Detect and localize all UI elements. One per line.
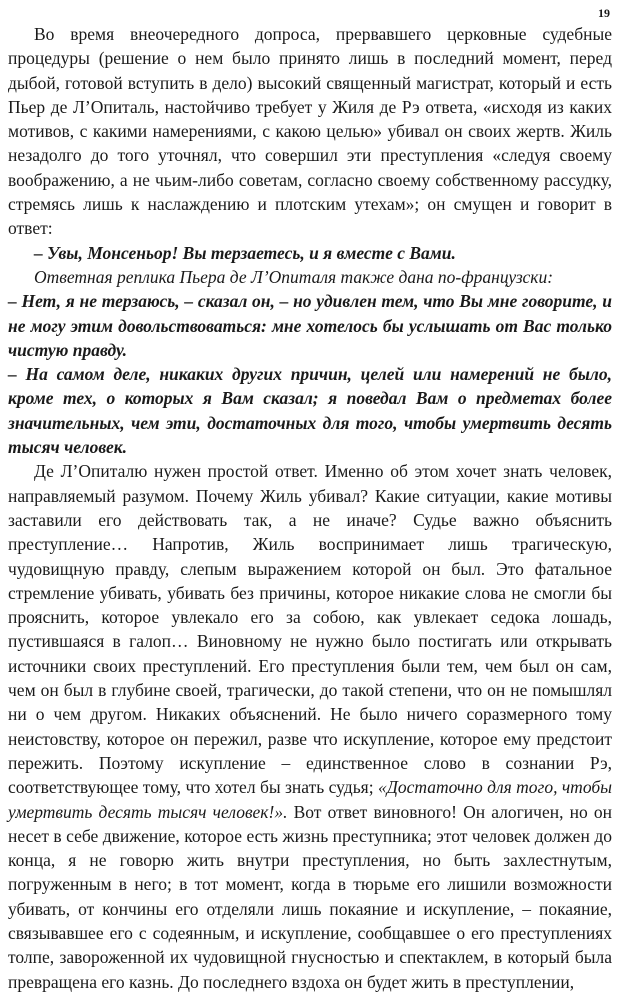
body-text <box>8 22 612 994</box>
analysis-quote-emphasis: «Достаточно для того, чтобы умертвить десять тысяч человек!». <box>8 777 612 822</box>
analysis-text-before: Де Л’Опиталю нужен простой ответ. Именно об этом хочет знать человек, направляемый разумом. Почему Жиль убивал? Какие ситуации, какие мотивы заставили его действовать так, а не иначе? Судье важно объяснить преступление… Напротив, Жиль воспринимает лишь трагическую, чудовищную правду, слепым выражением которой он был. Это фатальное стремление убивать, убивать без причины, которое никакие слова не смогли бы прояснить, которое увлекало его за собою, как увлекает седока лошадь, пустившаяся в галоп… Виновному не нужно было постигать или открывать источники своих преступлений. Его преступления были тем, чем был он сам, чем он был в глубине своей, трагически, до такой степени, что он не помышлял ни о чем другом. Никаких объяснений. Не было ничего соразмерного тому неистовству, которое он пережил, разве что искупление, которое ему предстоит пережить. Поэтому искупление – единственное слово в сознании Рэ, соответствующее тому, что хотел бы знать судья; <box>8 461 612 798</box>
dialogue-gilles-answer: – На самом деле, никаких других причин, целей или намерений не было, кроме тех, о которых я Вам сказал; я поведал Вам о предметах более значительных, чем эти, достаточных для того, чтобы умертвить десять тысяч человек. <box>8 364 612 458</box>
page-number: 19 <box>598 6 610 20</box>
paragraph-interrogation: Во время внеочередного допроса, прервавшего церковные судебные процедуры (решение о нем было принято лишь в последний момент, перед дыбой, готовой вступить в дело) высокий священный магистрат, который и есть Пьер де Л’Опиталь, настойчиво требует у Жиля де Рэ ответа, «исходя из каких мотивов, с какими намерениями, с какою целью» убивал он своих жертв. Жиль незадолго до того уточнял, что совершил эти преступления «следуя своему воображению, а не чьим-либо советам, согласно своему собственному рассудку, стремясь лишь к наслаждению и плотским утехам»; он смущен и говорит в ответ: <box>8 24 612 239</box>
paragraph-note-french: Ответная реплика Пьера де Л’Опиталя также дана по-французски: <box>34 266 554 287</box>
paragraph-analysis <box>8 459 612 994</box>
dialogue-hopital-reply: – Нет, я не терзаюсь, – сказал он, – но удивлен тем, что Вы мне говорите, и не могу этим довольствоваться: мне хотелось бы услышать от Вас только чистую правду. <box>8 291 612 360</box>
analysis-text-after: Вот ответ виновного! Он алогичен, но он несет в себе движение, которое есть жизнь преступника; этот человек должен до конца, я не говорю жить внутри преступления, но быть захлестнутым, погруженным в него; в тот момент, когда в тюрьме его лишили возможности убивать, от кончины его отделяли лишь покаяние и искупление, – покаяние, связывавшее его с содеянным, и искупление, сообщавшее о его преступлениях толпе, завороженной их чудовищной гнусностью и спектаклем, в который была превращена его казнь. До последнего вздоха он будет жить в преступлении, <box>8 801 613 992</box>
dialogue-gilles-reply: – Увы, Монсеньор! Вы терзаетесь, и я вместе с Вами. <box>34 242 456 263</box>
